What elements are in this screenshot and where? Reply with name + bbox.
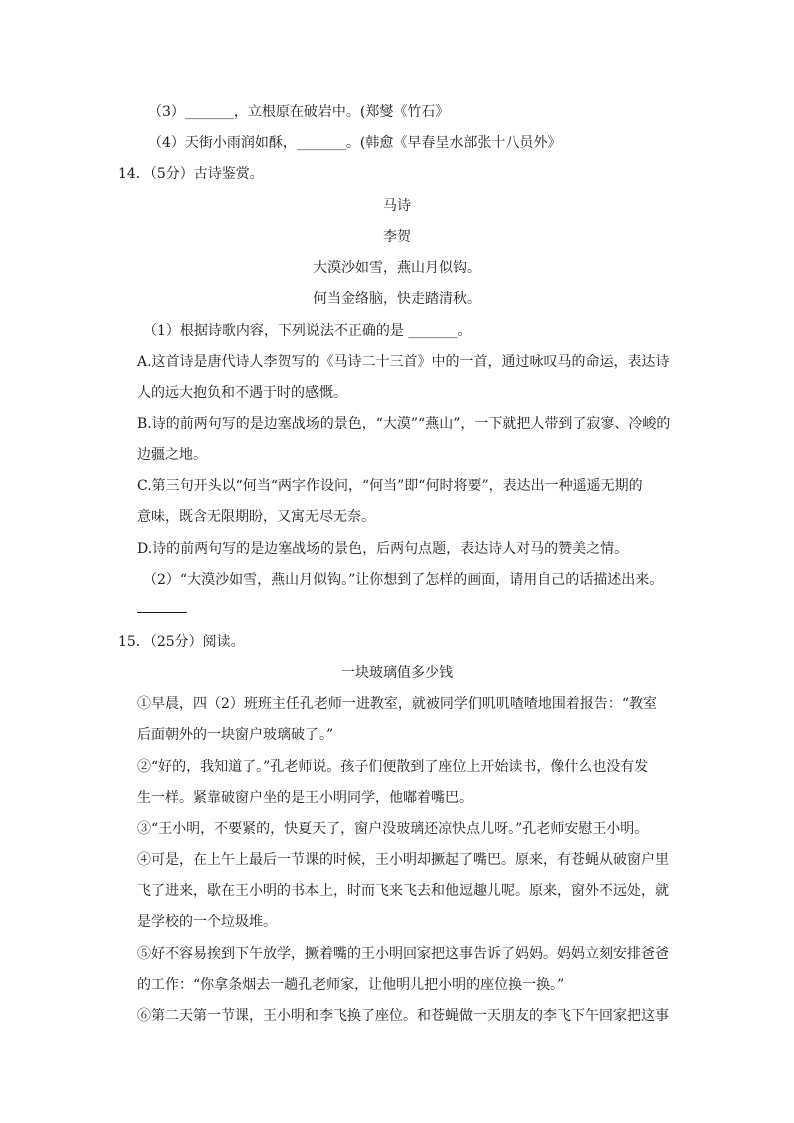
paragraph-1-line-2: 后面朝外的一块窗户玻璃破了。” [137,727,334,743]
q14-sub1-prompt: （1）根据诗歌内容，下列说法不正确的是 _______。 [143,323,472,339]
fill-item-3: （3）_______，立根原在破岩中。(郑燮《竹石》 [148,104,450,120]
poem-title: 马诗 [383,198,411,214]
paragraph-2-line-2: 生一样。紧靠破窗户坐的是王小明同学，他嘟着嘴巴。 [137,790,473,806]
paragraph-5-line-1: ⑤好不容易挨到下午放学，撅着嘴的王小明回家把这事告诉了妈妈。妈妈立刻安排爸爸 [137,946,669,962]
option-c-line-2: 意味，既含无限期盼，又寓无尽无奈。 [137,509,375,525]
option-b-line-2: 边疆之地。 [137,447,207,463]
question-14-header: 14．（5分）古诗鉴赏。 [118,166,264,182]
paragraph-1-line-1: ①早晨，四（2）班班主任孔老师一进教室，就被同学们叽叽喳喳地围着报告：“教室 [137,696,658,712]
poem-author: 李贺 [383,229,411,245]
q14-sub2-prompt: （2）“大漠沙如雪，燕山月似钩。”让你想到了怎样的画面，请用自己的话描述出来。 [143,572,664,588]
option-a-line-1: A.这首诗是唐代诗人李贺写的《马诗二十三首》中的一首，通过咏叹马的命运，表达诗 [137,354,670,370]
option-d-line-1: D.诗的前两句写的是边塞战场的景色，后两句点题，表达诗人对马的赞美之情。 [137,541,629,557]
paragraph-4-line-2: 飞了进来，歇在王小明的书本上，时而飞来飞去和他逗趣儿呢。原来，窗外不远处，就 [137,883,669,899]
poem-line-1: 大漠沙如雪，燕山月似钩。 [313,260,481,276]
option-a-line-2: 人的远大抱负和不遇于时的感慨。 [137,385,347,401]
fill-item-4: （4）天街小雨润如酥，_______。(韩愈《早春呈水部张十八员外》 [148,135,562,151]
answer-blank [137,612,187,613]
article-title: 一块玻璃值多少钱 [341,665,453,681]
paragraph-4-line-1: ④可是，在上午上最后一节课的时候，王小明却撅起了嘴巴。原来，有苍蝇从破窗户里 [137,852,669,868]
option-b-line-1: B.诗的前两句写的是边塞战场的景色，“大漠”“燕山”，一下就把人带到了寂寥、冷峻的 [137,416,671,432]
paragraph-5-line-2: 的工作：“你拿条烟去一趟孔老师家，让他明儿把小明的座位换一换。” [137,977,565,993]
paragraph-6-line-1: ⑥第二天第一节课，王小明和李飞换了座位。和苍蝇做一天朋友的李飞下午回家把这事 [137,1008,669,1024]
paragraph-3-line-1: ③“王小明，不要紧的，快夏天了，窗户没玻璃还凉快点儿呀。”孔老师安慰王小明。 [137,821,649,837]
paragraph-4-line-3: 是学校的一个垃圾堆。 [137,914,277,930]
paragraph-2-line-1: ②“好的，我知道了。”孔老师说。孩子们便散到了座位上开始读书，像什么也没有发 [137,759,649,775]
poem-line-2: 何当金络脑，快走踏清秋。 [313,291,481,307]
question-15-header: 15．（25分）阅读。 [118,634,245,650]
option-c-line-1: C.第三句开头以“何当“两字作设问，“何当”即“何时将要”，表达出一种遥遥无期的 [137,478,643,494]
